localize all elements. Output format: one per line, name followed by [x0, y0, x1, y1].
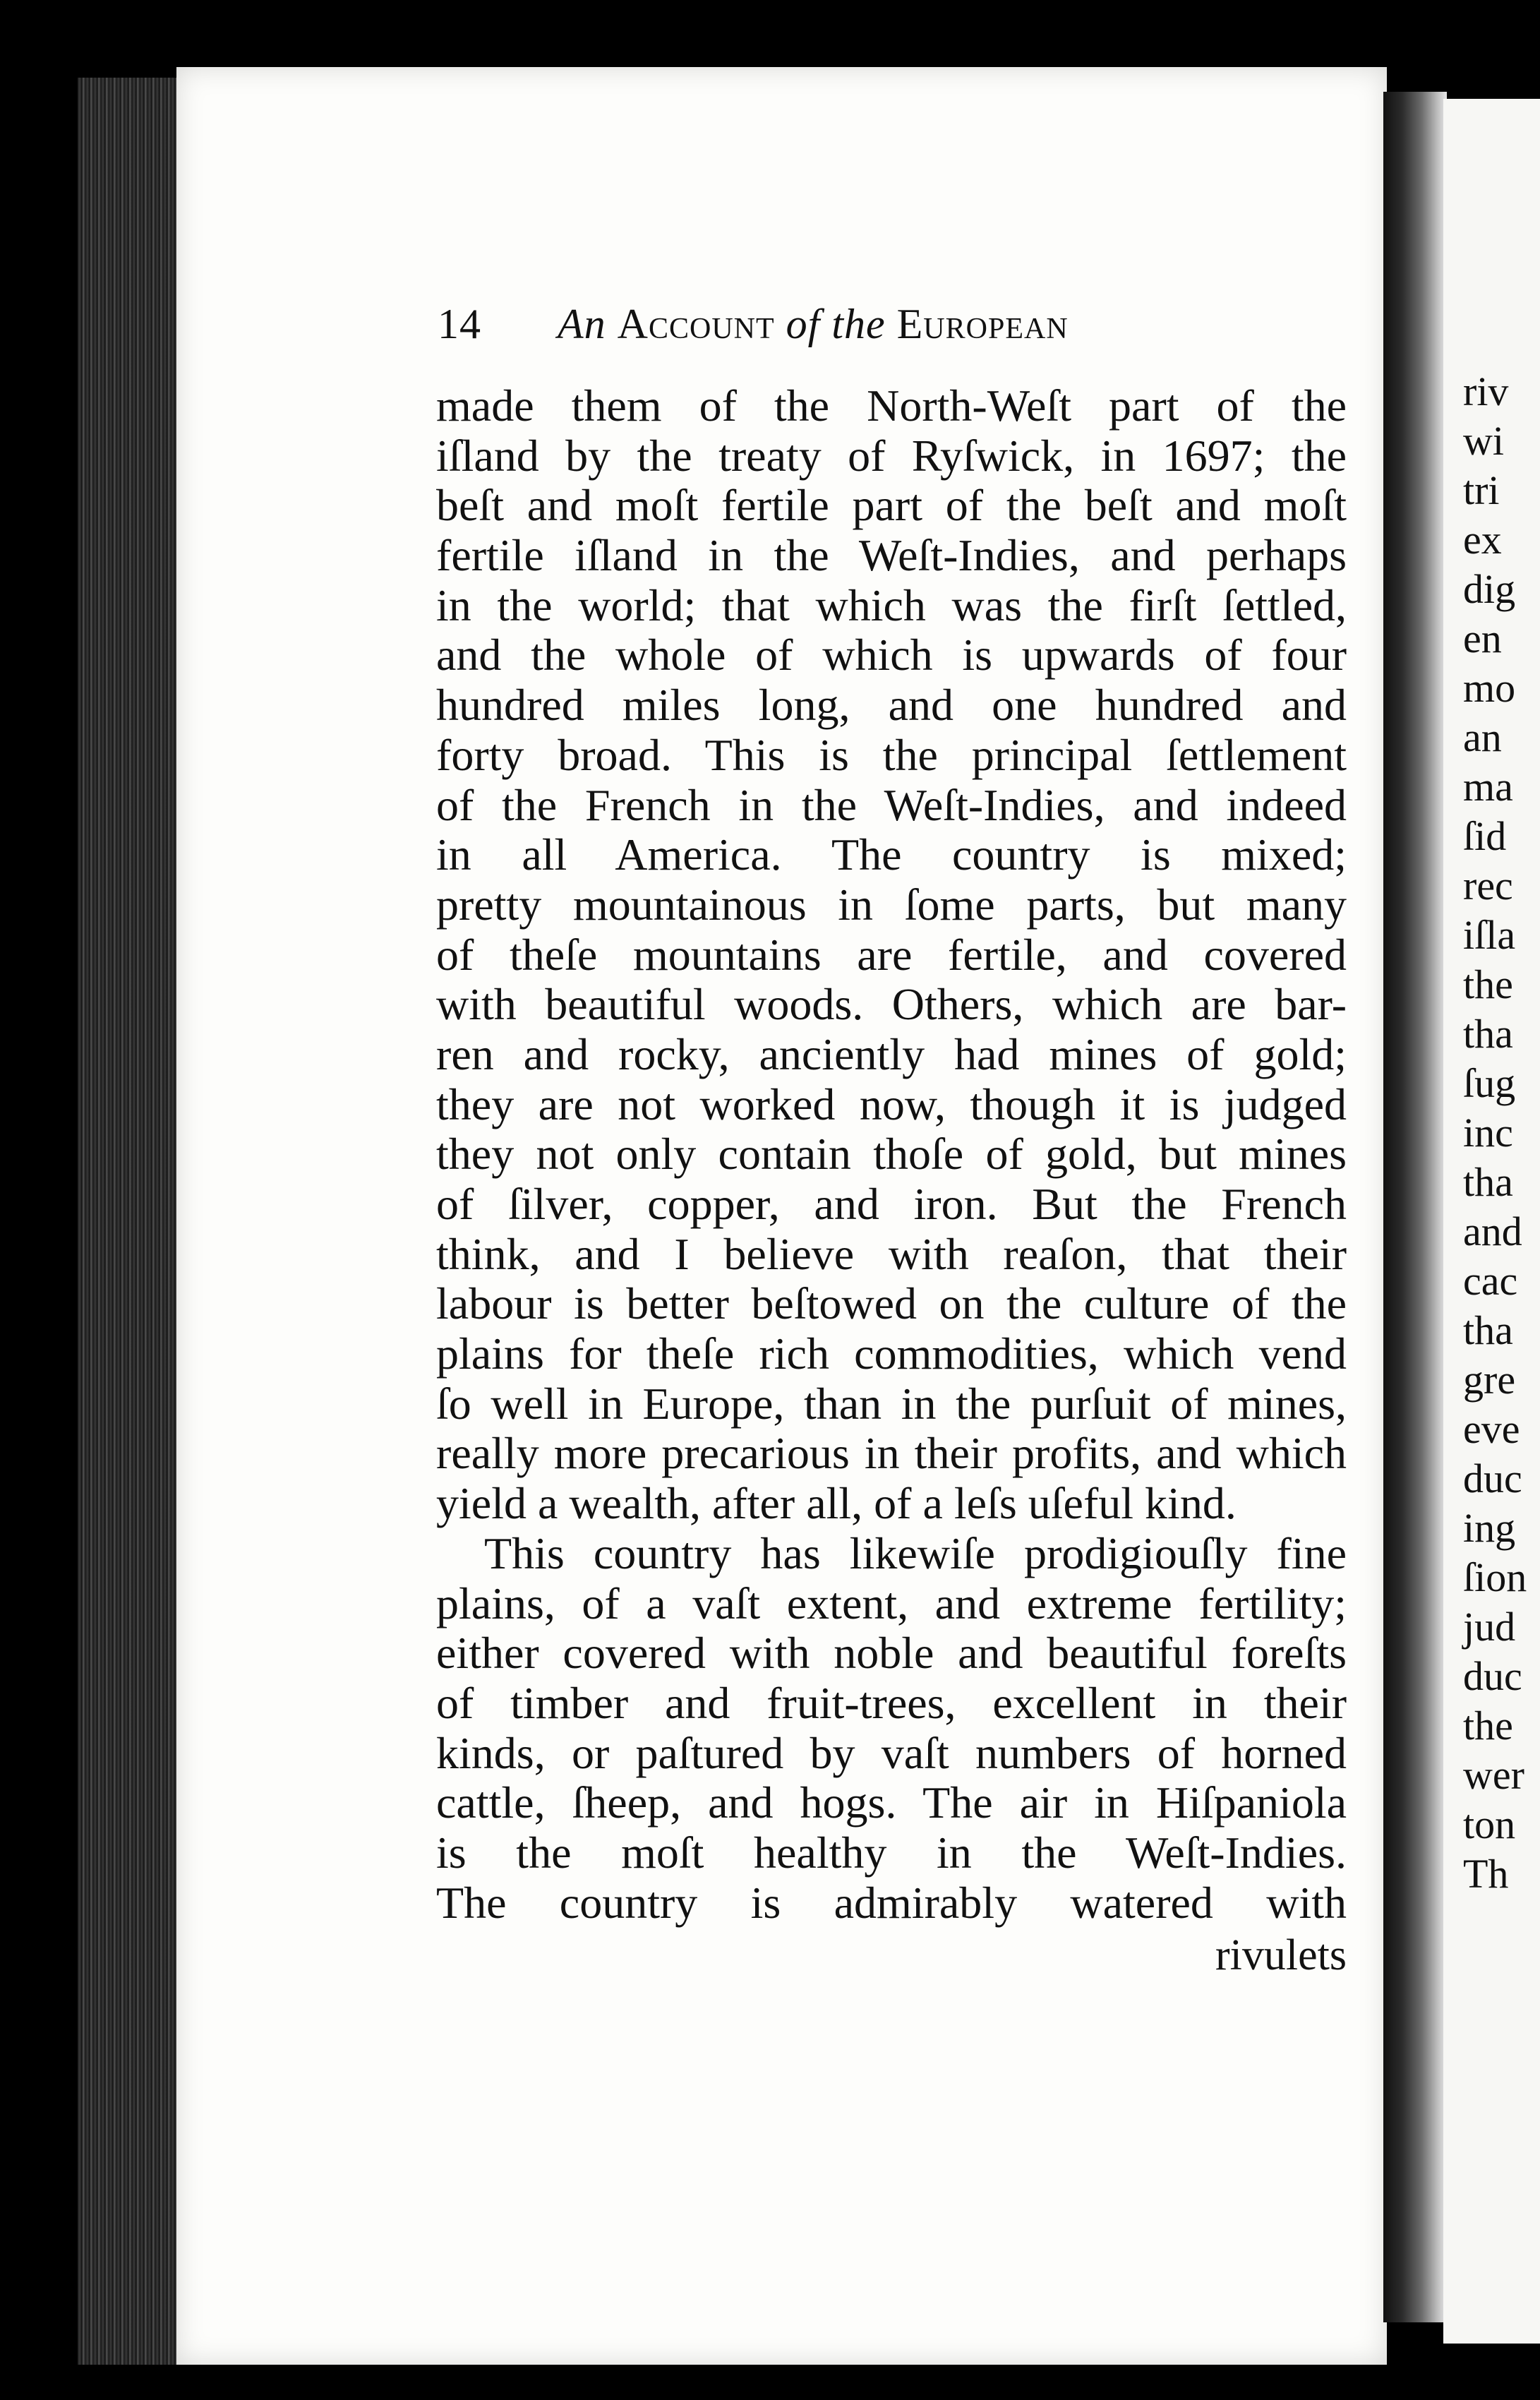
facing-page-fragment: ing	[1463, 1505, 1516, 1551]
facing-page-fragment: inc	[1463, 1110, 1513, 1156]
text-line: plains, of a vaſt extent, and extreme fertility;	[436, 1578, 1347, 1628]
title-of: of	[786, 301, 821, 347]
running-header	[438, 300, 1214, 356]
facing-page-fragment: the	[1463, 1703, 1513, 1748]
text-line: of the French in the Weſt-Indies, and indeed	[436, 779, 1347, 830]
paragraph-end-line: yield a wealth, after all, of a leſs uſeful kind.	[436, 1478, 1237, 1529]
facing-page-fragment: ton	[1463, 1801, 1516, 1847]
book-spine	[78, 78, 184, 2365]
facing-page-fragment: jud	[1463, 1604, 1516, 1650]
text-line: pretty mountainous in ſome parts, but many	[436, 879, 1347, 930]
facing-page-fragment: ex	[1463, 517, 1502, 563]
facing-page-fragment: en	[1463, 616, 1502, 661]
text-line: hundred miles long, and one hundred and	[436, 680, 1347, 731]
text-line: of ſilver, copper, and iron. But the French	[436, 1179, 1347, 1229]
facing-page	[1443, 99, 1540, 2344]
text-line: The country is admirably watered with	[436, 1877, 1347, 1928]
text-line: beſt and moſt fertile part of the beſt and moſt	[436, 480, 1347, 531]
text-line: and the whole of which is upwards of four	[436, 630, 1347, 680]
title-account: Account	[617, 301, 775, 347]
text-line: they not only contain thoſe of gold, but mines	[436, 1129, 1347, 1180]
facing-page-fragment: Th	[1463, 1851, 1509, 1897]
facing-page-fragment: tha	[1463, 1011, 1513, 1057]
text-line: is the moſt healthy in the Weſt-Indies.	[436, 1827, 1347, 1878]
facing-page-fragment: ſion	[1463, 1554, 1527, 1600]
paragraph-start-line: This country has likewiſe prodigiouſly fine	[484, 1528, 1347, 1578]
text-line: in the world; that which was the firſt ſettled,	[436, 580, 1347, 630]
text-line: iſland by the treaty of Ryſwick, in 1697; the	[436, 430, 1347, 481]
facing-page-fragment: duc	[1463, 1653, 1522, 1699]
text-line: kinds, or paſtured by vaſt numbers of horned	[436, 1727, 1347, 1778]
facing-page-fragment: gre	[1463, 1357, 1516, 1403]
facing-page-fragment: riv	[1463, 368, 1509, 414]
facing-page-fragment: dig	[1463, 566, 1516, 612]
page-number: 14	[438, 301, 481, 347]
text-line: made them of the North-Weſt part of the	[436, 380, 1347, 431]
facing-page-fragment: wi	[1463, 418, 1504, 464]
text-line: they are not worked now, though it is judged	[436, 1079, 1347, 1129]
running-title	[558, 300, 1069, 349]
title-an: An	[558, 301, 606, 347]
facing-page-fragment: ma	[1463, 764, 1513, 810]
facing-page-fragment: ſid	[1463, 813, 1507, 859]
title-the: the	[831, 301, 886, 347]
facing-page-fragment: mo	[1463, 665, 1516, 711]
facing-page-text	[1443, 367, 1527, 1899]
catchword: rivulets	[1215, 1931, 1347, 1979]
facing-page-fragment: iſla	[1463, 912, 1516, 958]
page-gutter	[1383, 92, 1447, 2322]
text-line: of theſe mountains are fertile, and covered	[436, 929, 1347, 980]
facing-page-fragment: rec	[1463, 863, 1513, 908]
facing-page-fragment: tri	[1463, 467, 1500, 513]
facing-page-fragment: cac	[1463, 1258, 1518, 1304]
facing-page-fragment: and	[1463, 1208, 1522, 1254]
text-line: in all America. The country is mixed;	[436, 829, 1347, 880]
body-text	[436, 381, 1347, 1928]
text-line: forty broad. This is the principal ſettlement	[436, 729, 1347, 780]
text-line: labour is better beſtowed on the culture of the	[436, 1278, 1347, 1329]
text-line: really more precarious in their profits, and which	[436, 1428, 1347, 1479]
text-line: either covered with noble and beautiful foreſts	[436, 1628, 1347, 1679]
text-line: plains for theſe rich commodities, which vend	[436, 1328, 1347, 1379]
text-line: ren and rocky, anciently had mines of gold;	[436, 1028, 1347, 1079]
facing-page-fragment: wer	[1463, 1752, 1524, 1798]
facing-page-fragment: eve	[1463, 1406, 1520, 1452]
text-line: with beautiful woods. Others, which are bar-	[436, 979, 1347, 1030]
text-line: cattle, ſheep, and hogs. The air in Hiſpaniola	[436, 1777, 1347, 1828]
text-line: ſo well in Europe, than in the purſuit of mines,	[436, 1378, 1347, 1429]
text-line: think, and I believe with reaſon, that their	[436, 1228, 1347, 1279]
text-line: of timber and fruit-trees, excellent in their	[436, 1677, 1347, 1728]
facing-page-fragment: tha	[1463, 1159, 1513, 1205]
facing-page-fragment: an	[1463, 714, 1502, 760]
title-european: European	[896, 301, 1069, 347]
facing-page-fragment: ſug	[1463, 1060, 1516, 1106]
facing-page-fragment: tha	[1463, 1307, 1513, 1353]
facing-page-fragment: duc	[1463, 1456, 1522, 1501]
text-line: fertile iſland in the Weſt-Indies, and perhaps	[436, 530, 1347, 581]
facing-page-fragment: the	[1463, 961, 1513, 1007]
